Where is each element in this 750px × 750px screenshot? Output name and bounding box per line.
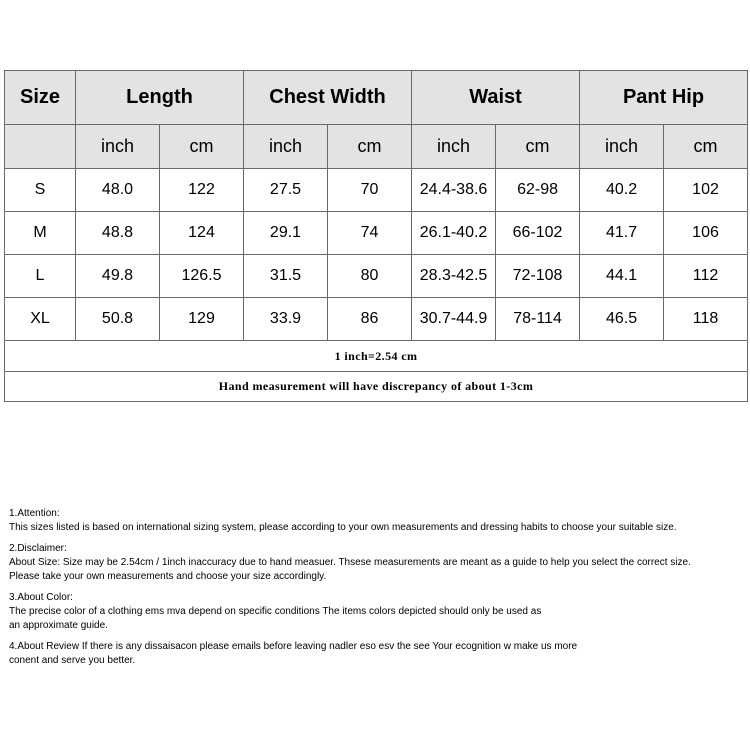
value-cell: 70 [328,169,412,212]
value-cell: 24.4-38.6 [412,169,496,212]
value-cell: 40.2 [580,169,664,212]
value-cell: 118 [664,298,748,341]
value-cell: 80 [328,255,412,298]
note-about-color [9,591,744,633]
value-cell: 124 [160,212,244,255]
note-disclaimer [9,542,744,584]
size-cell: L [5,255,76,298]
table-row [5,169,748,212]
unit-blank-cell [5,125,76,169]
value-cell: 62-98 [496,169,580,212]
notes-section [9,507,744,675]
unit-cell: inch [580,125,664,169]
note-title: 2.Disclaimer: [9,543,67,554]
note-line: This sizes listed is based on international sizing system, please according to your own measurements and dressing habits to choose your suitable size. [9,522,677,533]
value-cell: 33.9 [244,298,328,341]
value-cell: 49.8 [76,255,160,298]
value-cell: 28.3-42.5 [412,255,496,298]
value-cell: 102 [664,169,748,212]
size-cell: XL [5,298,76,341]
note-about-review [9,640,744,668]
size-cell: S [5,169,76,212]
note-line: About Size: Size may be 2.54cm / 1inch inaccuracy due to hand measuer. Thsese measurements are meant as a guide to help you select the correct size. [9,557,691,568]
table-row [5,298,748,341]
value-cell: 48.8 [76,212,160,255]
note-attention [9,507,744,535]
header-row [5,71,748,125]
note-line: Please take your own measurements and choose your size accordingly. [9,571,327,582]
value-cell: 126.5 [160,255,244,298]
note-line: The precise color of a clothing ems mva depend on specific conditions The items colors depicted should only be used as [9,606,542,617]
value-cell: 112 [664,255,748,298]
value-cell: 31.5 [244,255,328,298]
size-chart-table [4,70,748,402]
unit-cell: cm [160,125,244,169]
unit-cell: cm [496,125,580,169]
value-cell: 129 [160,298,244,341]
value-cell: 106 [664,212,748,255]
value-cell: 44.1 [580,255,664,298]
note-line: 4.About Review If there is any dissaisacon please emails before leaving nadler eso esv the see Your ecognition w make us more [9,641,578,652]
table-row [5,212,748,255]
header-pant-hip: Pant Hip [580,71,748,125]
unit-cell: cm [328,125,412,169]
value-cell: 29.1 [244,212,328,255]
note-line: an approximate guide. [9,620,108,631]
unit-cell: inch [244,125,328,169]
unit-cell: inch [76,125,160,169]
unit-cell: cm [664,125,748,169]
header-size: Size [5,71,76,125]
value-cell: 86 [328,298,412,341]
value-cell: 46.5 [580,298,664,341]
value-cell: 30.7-44.9 [412,298,496,341]
size-cell: M [5,212,76,255]
value-cell: 27.5 [244,169,328,212]
unit-cell: inch [412,125,496,169]
header-chest-width: Chest Width [244,71,412,125]
table-row [5,255,748,298]
value-cell: 48.0 [76,169,160,212]
value-cell: 50.8 [76,298,160,341]
note-title: 1.Attention: [9,508,60,519]
value-cell: 122 [160,169,244,212]
unit-row [5,125,748,169]
value-cell: 66-102 [496,212,580,255]
note-title: 3.About Color: [9,592,73,603]
value-cell: 74 [328,212,412,255]
header-length: Length [76,71,244,125]
conversion-note: 1 inch=2.54 cm [5,341,748,372]
discrepancy-note-row [5,372,748,402]
header-waist: Waist [412,71,580,125]
value-cell: 26.1-40.2 [412,212,496,255]
note-line: conent and serve you better. [9,655,136,666]
discrepancy-note: Hand measurement will have discrepancy of about 1-3cm [5,372,748,402]
value-cell: 72-108 [496,255,580,298]
value-cell: 78-114 [496,298,580,341]
value-cell: 41.7 [580,212,664,255]
conversion-note-row [5,341,748,372]
